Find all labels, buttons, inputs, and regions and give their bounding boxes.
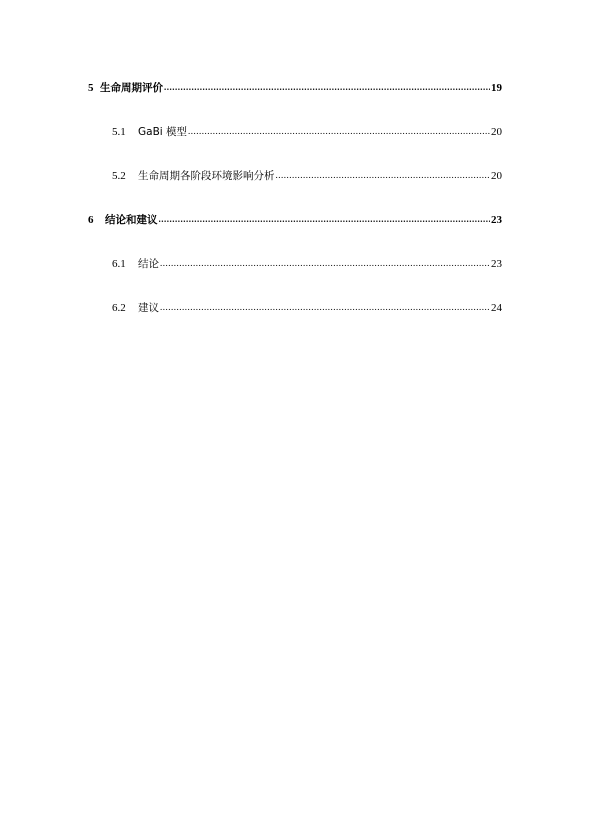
toc-entry-title: GaBi 模型 (138, 126, 188, 138)
toc-entry-title: 生命周期评价 (100, 82, 163, 94)
toc-entry-title: 生命周期各阶段环境影响分析 (138, 170, 275, 182)
toc-entry-number: 6.2 (112, 302, 126, 314)
toc-dot-leader (188, 123, 490, 139)
toc-entry-title: 结论 (138, 258, 159, 270)
toc-entry-title: 建议 (138, 302, 159, 314)
toc-entry-page: 20 (491, 126, 502, 138)
toc-entry-5-1[interactable] (112, 124, 502, 140)
toc-entry-page: 23 (491, 258, 502, 270)
toc-entry-page: 24 (491, 302, 502, 314)
toc-entry-6-2[interactable] (112, 300, 502, 316)
toc-entry-6[interactable] (88, 212, 502, 228)
toc-dot-leader (276, 167, 491, 183)
toc-entry-number: 6 (88, 214, 94, 226)
toc-entry-number: 6.1 (112, 258, 126, 270)
toc-entry-page: 19 (491, 82, 502, 94)
toc-entry-page: 23 (491, 214, 502, 226)
toc-entry-5[interactable] (88, 80, 502, 96)
toc-entry-number: 5.1 (112, 126, 126, 138)
toc-entry-page: 20 (491, 170, 502, 182)
toc-dot-leader (164, 79, 490, 95)
toc-dot-leader (160, 299, 490, 315)
toc-dot-leader (159, 211, 491, 227)
toc-dot-leader (160, 255, 490, 271)
toc-entry-number: 5 (88, 82, 94, 94)
toc-entry-5-2[interactable] (112, 168, 502, 184)
toc-entry-title: 结论和建议 (105, 214, 158, 226)
toc-entry-number: 5.2 (112, 170, 126, 182)
toc-entry-6-1[interactable] (112, 256, 502, 272)
